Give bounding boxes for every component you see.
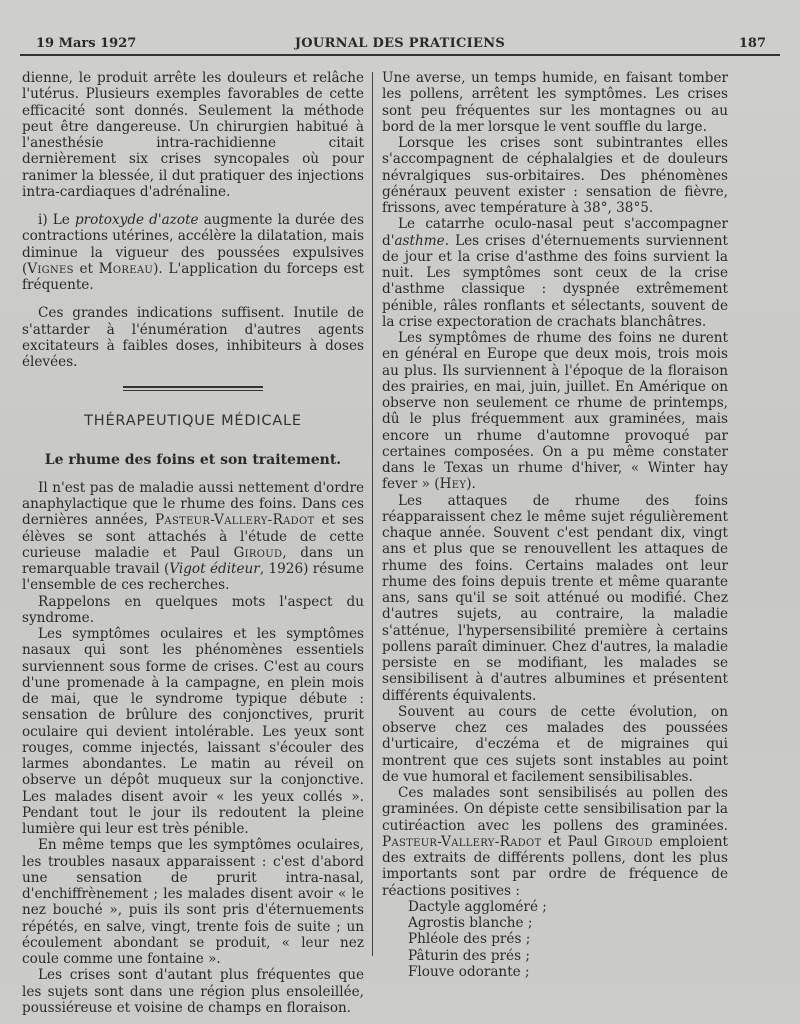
paragraph-text: et [73, 260, 99, 277]
header-rule [20, 54, 780, 56]
paragraph: Les attaques de rhume des foins réapparaissent chez le même sujet régulièrement chaque année. Souvent c'est pendant dix, vingt ans et plus que se renouvellent les attaques de rhume des foins. Certains malades ont leur rhume des foins depuis trente et même quarante ans, sans qu'il se soit atténué ou modifié. Chez d'autres sujets, au contraire, la maladie s'atténue, l'hypersensibilité première à certains pollens paraît diminuer. Chez d'autres, la maladie persiste en se modifiant, les malades se sensibilisent à d'autres albumines et présentent différents équivalents. [382, 492, 728, 704]
emphasis: asthme [394, 232, 445, 249]
author-name: Pasteur-Vallery-Radot [154, 512, 315, 529]
paragraph-text: ). [466, 476, 476, 493]
paragraph [22, 480, 364, 594]
list-item: Dactyle aggloméré ; [408, 898, 547, 915]
paragraph: Rappelons en quelques mots l'aspect du syndrome. [22, 593, 364, 626]
paragraph [22, 212, 364, 293]
publisher: Vigot éditeur [169, 561, 260, 577]
section-title: THÉRAPEUTIQUE MÉDICALE [84, 413, 302, 430]
list-item: Phléole des prés ; [408, 931, 531, 948]
author-name: Giroud [603, 833, 653, 850]
paragraph-text: et Paul [541, 833, 604, 850]
paragraph-text: , dans un remarquable travail ( [22, 544, 364, 577]
paragraph-text: . Les crises d'éternuements surviennent de jour et la crise d'asthme des foins survient la nuit. Les symptômes sont ceux de la crise d'asthme classique : dyspnée extrêmement pénible, râles ronflants et sélectants, souvent de la crise expectoration de crachats blanchâtres. [382, 232, 728, 330]
list-item: Agrostis blanche ; [408, 915, 533, 931]
pollen-list [382, 899, 728, 980]
paragraph [382, 330, 728, 493]
column-divider [372, 72, 373, 956]
paragraph-text: Les symptômes de rhume des foins ne durent en général en Europe que deux mois, trois mois au plus. Ils surviennent à l'époque de la floraison des prairies, en mai, juin, juillet. En Amérique on observe non seulement ce rhume de printemps, dû le plus fréquemment aux graminées, mais encore un rhume d'automne provoqué par certaines composées. On a pu même constater dans le Texas un rhume d'hiver, « Winter hay fever » ( [382, 330, 728, 493]
journal-title: JOURNAL DES PRATICIENS [294, 36, 506, 51]
paragraph: Les crises sont d'autant plus fréquentes que les sujets sont dans une région plus ensoleillée, poussiéreuse et voisine de champs en floraison. [22, 967, 364, 1016]
author-name: Pasteur-Vallery-Radot [382, 833, 542, 850]
paragraph-text: emploient des extraits de différents pollens, dont les plus importants sont par ordre de fréquence de réactions positives : [382, 833, 728, 899]
page-number: 187 [738, 36, 766, 51]
right-column [382, 70, 728, 980]
paragraph: Ces grandes indications suffisent. Inutile de s'attarder à l'énumération d'autres agents excitateurs à faibles doses, inhibiteurs à doses élevées. [22, 305, 364, 370]
author-name: Vignes [27, 260, 74, 277]
paragraph-text: Le catarrhe oculo-nasal peut s'accompagner d' [382, 216, 728, 249]
paragraph: dienne, le produit arrête les douleurs et relâche l'utérus. Plusieurs exemples favorables de cette efficacité sont donnés. Seulement la méthode peut être dangereuse. Un chirurgien habitué à l'anesthésie intra-rachidienne citait dernièrement six crises syncopales où pour ranimer la blessée, il dut pratiquer des injections intra-cardiaques d'adrénaline. [22, 70, 364, 200]
left-column [22, 70, 364, 1016]
paragraph-label: i) Le [38, 212, 75, 228]
paragraph: Souvent au cours de cette évolution, on observe chez ces malades des poussées d'urticaire, d'eczéma et de migraines qui montrent que ces sujets sont instables au point de vue humoral et facilement sensibilisables. [382, 703, 728, 785]
paragraph-text: Ces malades sont sensibilisés au pollen des graminées. On dépiste cette sensibilisation par la cutiréaction avec les pollens des graminées. [382, 785, 728, 834]
author-name: Hey [439, 476, 467, 493]
author-name: Moreau [98, 260, 154, 277]
paragraph-text: et ses élèves se sont attachés à l'étude de cette curieuse maladie et Paul [22, 512, 364, 561]
paragraph-text: ). L'application du forceps est fréquente. [22, 260, 364, 293]
paragraph: En même temps que les symptômes oculaires, les troubles nasaux apparaissent : c'est d'abord une sensation de prurit intra-nasal, d'enchiffrènement ; les malades disent avoir « le nez bouché », puis ils sont pris d'éternuements répétés, en salve, vingt, trente fois de suite ; un écoulement abondant se produit, « leur nez coule comme une fontaine ». [22, 837, 364, 967]
paragraph: Lorsque les crises sont subintrantes elles s'accompagnent de céphalalgies et de douleurs névralgiques sus-orbitaires. Des phénomènes généraux peuvent exister : sensation de fièvre, frissons, avec température à 38°, 38°5. [382, 135, 728, 216]
emphasis: protoxyde d'azote [74, 212, 199, 228]
paragraph-text: , 1926) résume l'ensemble de ces recherches. [22, 561, 364, 594]
paragraph-text: Il n'est pas de maladie aussi nettement d'ordre anaphylactique que le rhume des foins. Dans ces dernières années, [22, 479, 364, 529]
section-separator [123, 386, 263, 391]
page-header [24, 36, 776, 56]
paragraph-text: augmente la durée des contractions utérines, accélère la dilatation, mais diminue la vigueur des poussées expulsives ( [22, 212, 365, 277]
paragraph: Une averse, un temps humide, en faisant tomber les pollens, arrêtent les symptômes. Les crises sont peu fréquentes sur les montagnes ou au bord de la mer lorsque le vent souffle du large. [382, 70, 728, 135]
list-item: Pâturin des prés ; [408, 947, 530, 964]
list-item: Flouve odorante ; [408, 963, 530, 980]
paragraph [382, 216, 728, 330]
author-name: Giroud [233, 544, 283, 561]
paragraph [382, 785, 728, 899]
article-title: Le rhume des foins et son traitement. [44, 451, 342, 468]
header-date: 19 Mars 1927 [36, 36, 137, 51]
paragraph: Les symptômes oculaires et les symptômes nasaux qui sont les phénomènes essentiels surviennent sous forme de crises. C'est au cours d'une promenade à la campagne, en plein mois de mai, que le syndrome typique débute : sensation de brûlure des conjonctives, prurit oculaire qui devient intolérable. Les yeux sont rouges, comme injectés, laissant s'écouler des larmes abondantes. Le matin au réveil on observe un dépôt muqueux sur la conjonctive. Les malades disent avoir « les yeux collés ». Pendant tout le jour ils redoutent la pleine lumière qui leur est très pénible. [22, 626, 364, 837]
